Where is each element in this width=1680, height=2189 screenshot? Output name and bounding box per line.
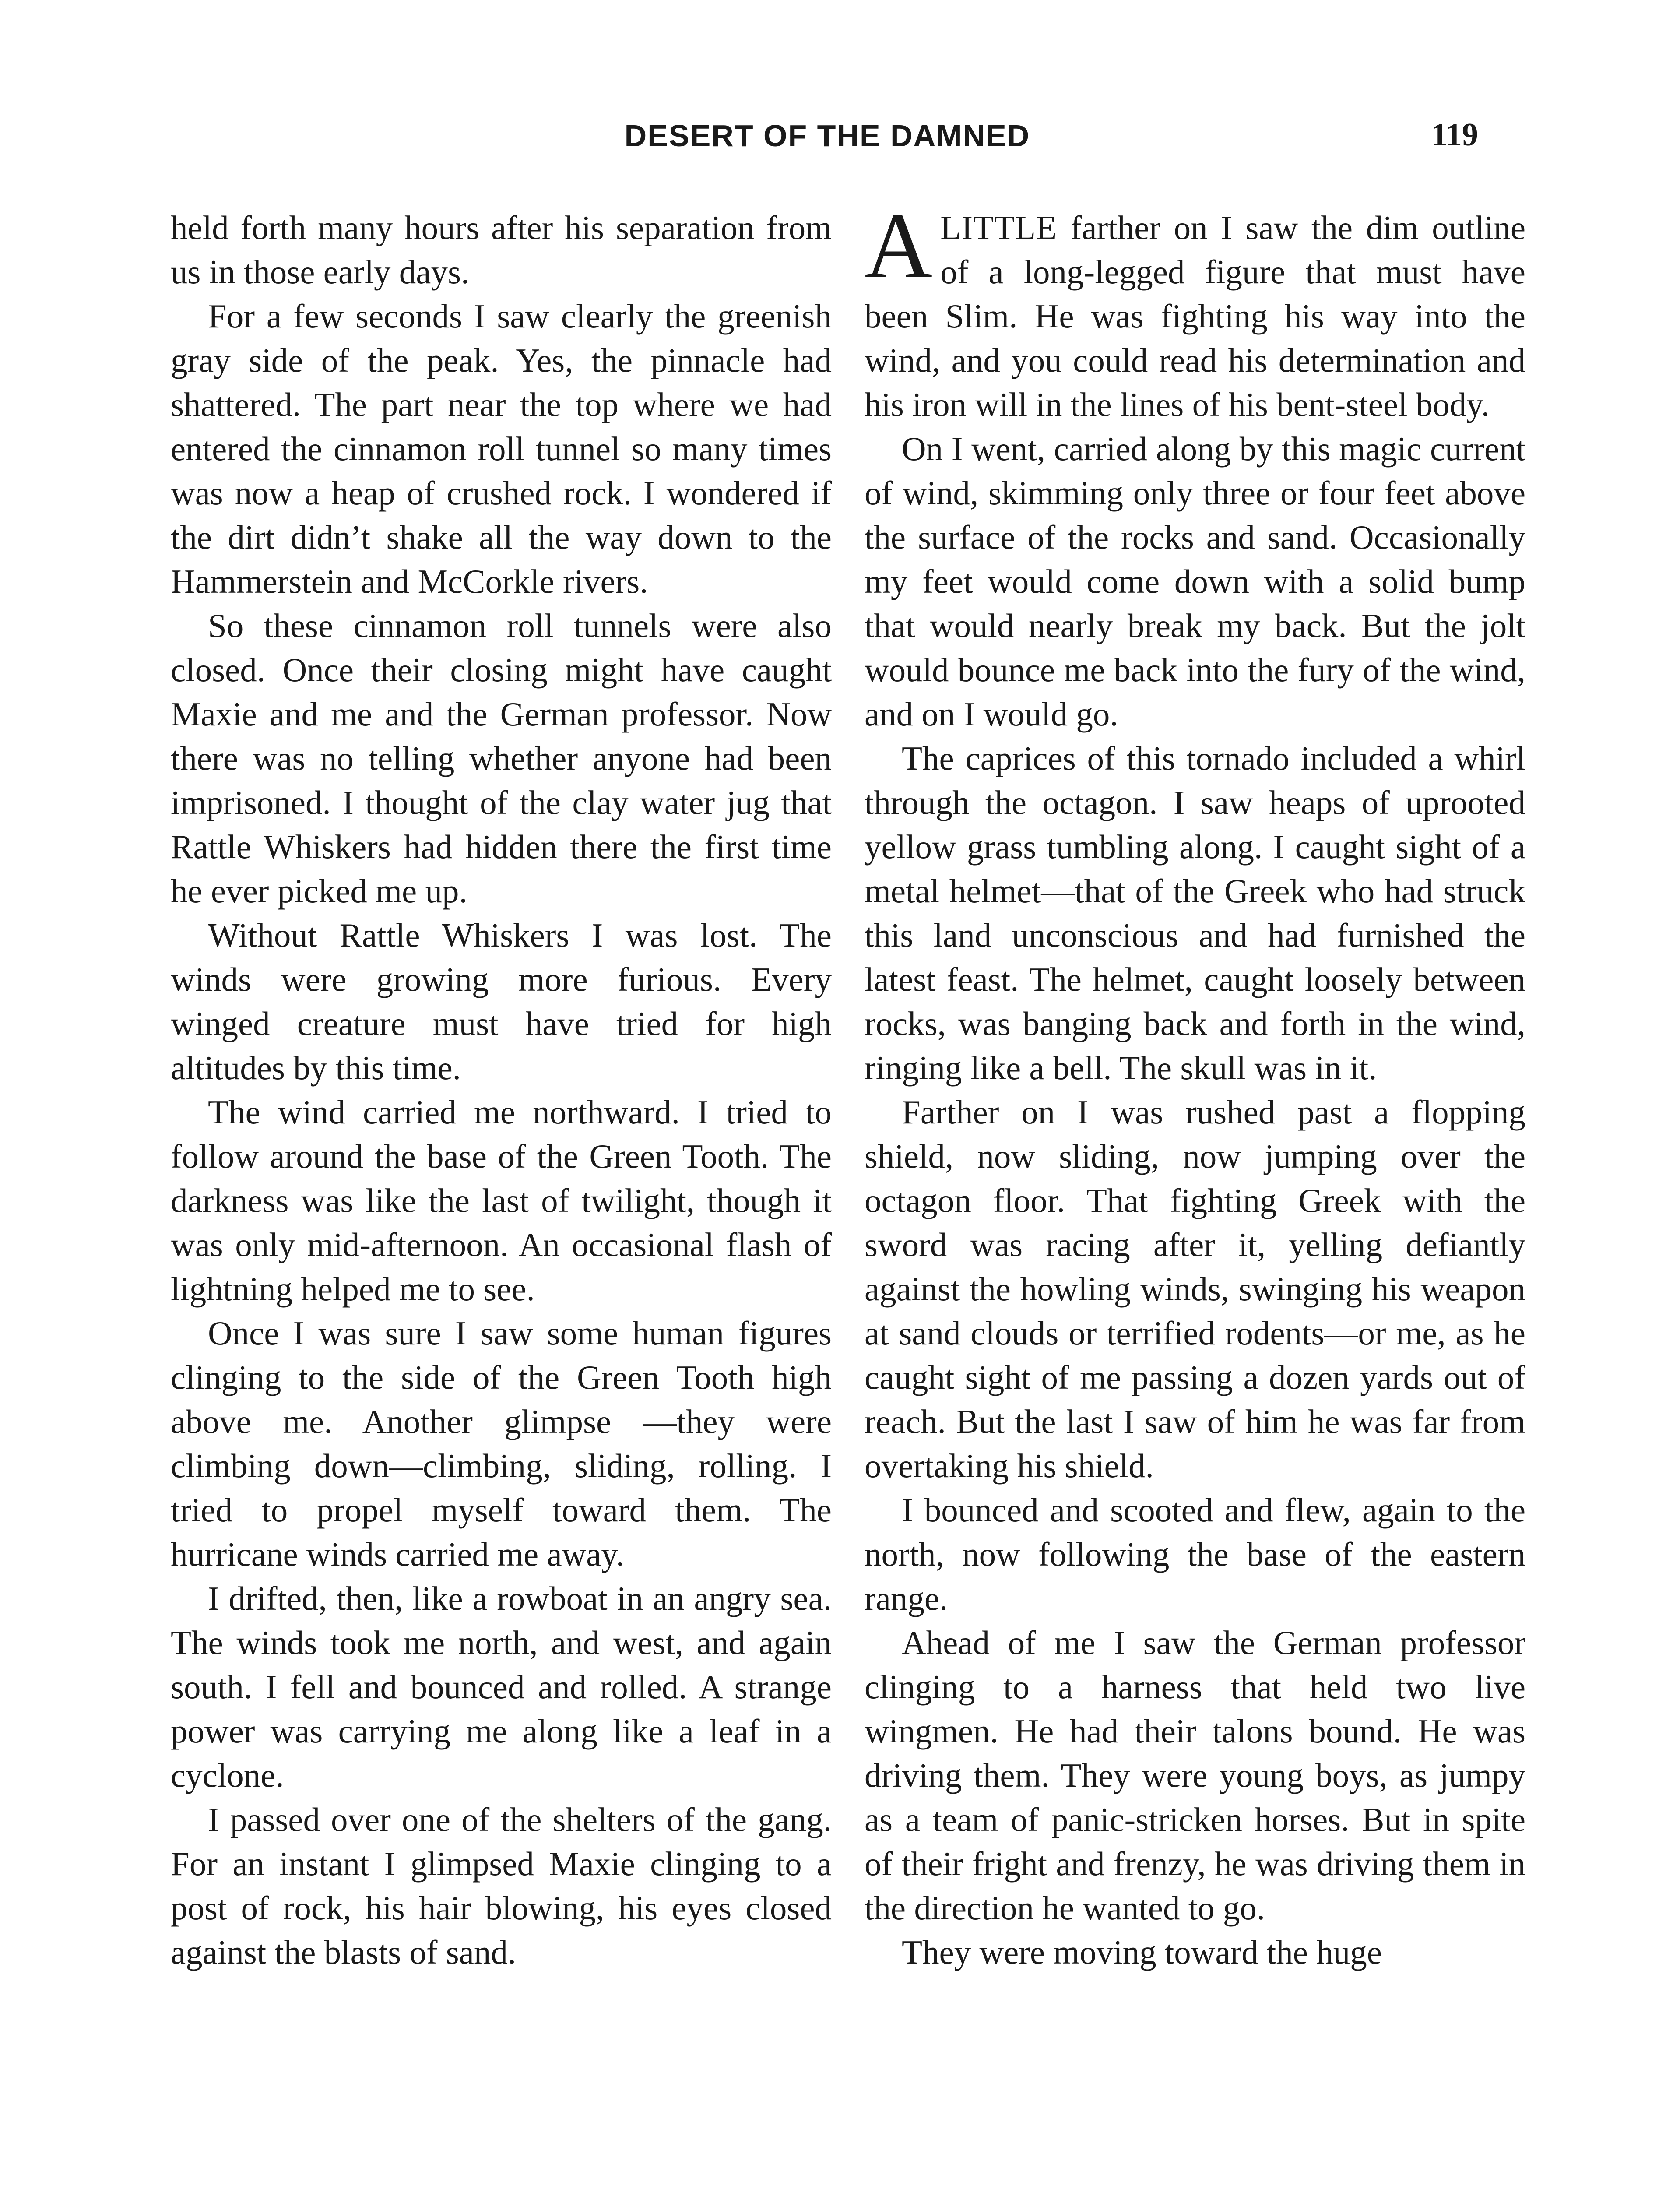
running-title: DESERT OF THE DAMNED xyxy=(624,119,1030,153)
paragraph: Once I was sure I saw some human figures clinging to the side of the Green Tooth high above me. Another glimpse —they were climbing down—climbing, sliding, rolling. I tried to propel myself toward them. The hurricane winds carried me away. xyxy=(171,1314,832,1573)
running-head xyxy=(0,118,1680,166)
paragraph: For a few seconds I saw clearly the greenish gray side of the peak. Yes, the pinnacle had shattered. The part near the top where we had entered the cinnamon roll tunnel so many times was now a heap of crushed rock. I wondered if the dirt didn’t shake all the way down to the Hammerstein and McCorkle rivers. xyxy=(171,297,832,600)
section-opening-paragraph xyxy=(865,193,1525,427)
drop-cap: A xyxy=(865,193,933,298)
paragraph: I passed over one of the shelters of the gang. For an instant I glimpsed Maxie clinging to a post of rock, his hair blowing, his eyes closed against the blasts of sand. xyxy=(171,1801,832,1971)
paragraph: Ahead of me I saw the German professor clinging to a harness that held two live wingmen. He had their talons bound. He was driving them. They were young boys, as jumpy as a team of panic-stricken horses. But in spite of their fright and frenzy, he was driving them in the direction he wanted to go. xyxy=(865,1624,1525,1927)
paragraph: held forth many hours after his separation from us in those early days. xyxy=(171,209,832,291)
page-number: 119 xyxy=(1431,117,1478,153)
paragraph: So these cinnamon roll tunnels were also closed. Once their closing might have caught Maxie and me and the German professor. Now there was no telling whether anyone had been imprisoned. I thought of the clay water jug that Rattle Whiskers had hidden there the first time he ever picked me up. xyxy=(171,607,832,910)
paragraph: On I went, carried along by this magic current of wind, skimming only three or four feet above the surface of the rocks and sand. Occasionally my feet would come down with a solid bump that would nearly break my back. But the jolt would bounce me back into the fury of the wind, and on I would go. xyxy=(865,430,1525,733)
paragraph: Farther on I was rushed past a flopping shield, now sliding, now jumping over the octagon floor. That fighting Greek with the sword was racing after it, yelling defiantly against the howling winds, swinging his weapon at sand clouds or terrified rodents—or me, as he caught sight of me passing a dozen yards out of reach. But the last I saw of him he was far from overtaking his shield. xyxy=(865,1093,1525,1485)
paragraph: Without Rattle Whiskers I was lost. The winds were growing more furious. Every winged creature must have tried for high altitudes by this time. xyxy=(171,916,832,1087)
paragraph: I drifted, then, like a rowboat in an angry sea. The winds took me north, and west, and again south. I fell and bounced and rolled. A strange power was carrying me along like a leaf in a cyclone. xyxy=(171,1580,832,1794)
paragraph: I bounced and scooted and flew, again to the north, now following the base of the eastern range. xyxy=(865,1491,1525,1617)
right-column xyxy=(865,193,1525,1974)
paragraph: The wind carried me northward. I tried to follow around the base of the Green Tooth. The darkness was like the last of twilight, though it was only mid-afternoon. An occasional flash of lightning helped me to see. xyxy=(171,1093,832,1308)
lead-in-caps: LITTLE xyxy=(940,209,1058,246)
paragraph: The caprices of this tornado included a whirl through the octagon. I saw heaps of uprooted yellow grass tumbling along. I caught sight of a metal helmet—that of the Greek who had struck this land unconscious and had furnished the latest feast. The helmet, caught loosely between rocks, was banging back and forth in the wind, ringing like a bell. The skull was in it. xyxy=(865,739,1525,1087)
paragraph: They were moving toward the huge xyxy=(902,1933,1382,1971)
left-column xyxy=(171,206,832,1974)
opening-text: farther on I saw the dim outline of a long-legged figure that must have been Slim. He was fighting his way into the wind, and you could read his determination and his iron will in the lines of his bent-steel body. xyxy=(865,209,1525,423)
